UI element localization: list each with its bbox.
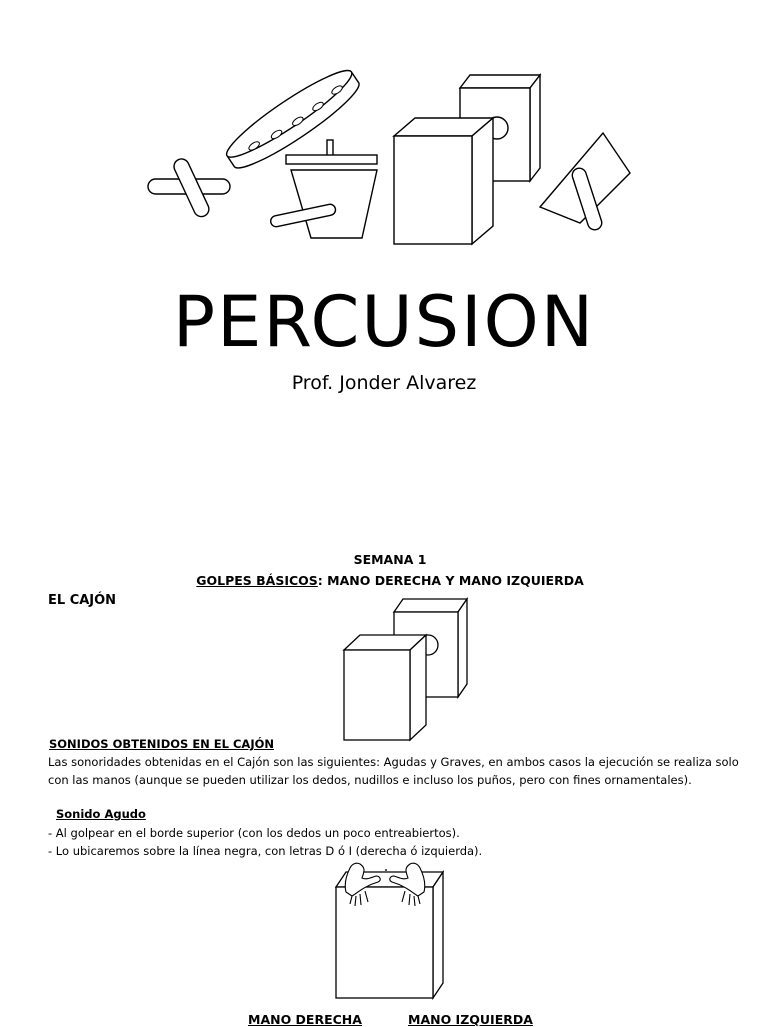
basic-strokes-heading [0, 573, 768, 588]
high-sound-heading: Sonido Agudo [56, 807, 146, 821]
drum-icon [270, 140, 377, 238]
section-heading: EL CAJÓN [48, 593, 117, 608]
cajon-front-icon [344, 635, 426, 740]
cajon-front-icon [394, 118, 493, 244]
right-hand-label: MANO DERECHA [248, 1012, 362, 1027]
page-title: PERCUSION [172, 281, 596, 363]
high-sound-bullet-2: - Lo ubicaremos sobre la línea negra, con letras D ó I (derecha ó izquierda). [48, 844, 483, 858]
claves-icon [148, 157, 230, 220]
cajon-hands-illustration [0, 860, 768, 1000]
author: Prof. Jonder Alvarez [291, 372, 477, 394]
week-heading: SEMANA 1 [353, 552, 427, 567]
shaker-icon [540, 133, 630, 232]
percussion-instruments-illustration [0, 0, 768, 250]
sounds-heading: SONIDOS OBTENIDOS EN EL CAJÓN [49, 737, 275, 751]
sounds-text-line-2: con las manos (aunque se pueden utilizar los dedos, nudillos e incluso los puños, pero con fines ornamentales). [48, 773, 692, 787]
high-sound-bullet-1: - Al golpear en el borde superior (con los dedos un poco entreabiertos). [48, 826, 460, 840]
left-hand-label: MANO IZQUIERDA [408, 1012, 533, 1027]
basic-strokes-rest: : MANO DERECHA Y MANO IZQUIERDA [317, 573, 584, 588]
sounds-text-line-1: Las sonoridades obtenidas en el Cajón son las siguientes: Agudas y Graves, en ambos casos la ejecución se realiza solo [48, 755, 739, 769]
basic-strokes-label: GOLPES BÁSICOS [196, 573, 318, 588]
cajon-illustration [0, 590, 768, 710]
